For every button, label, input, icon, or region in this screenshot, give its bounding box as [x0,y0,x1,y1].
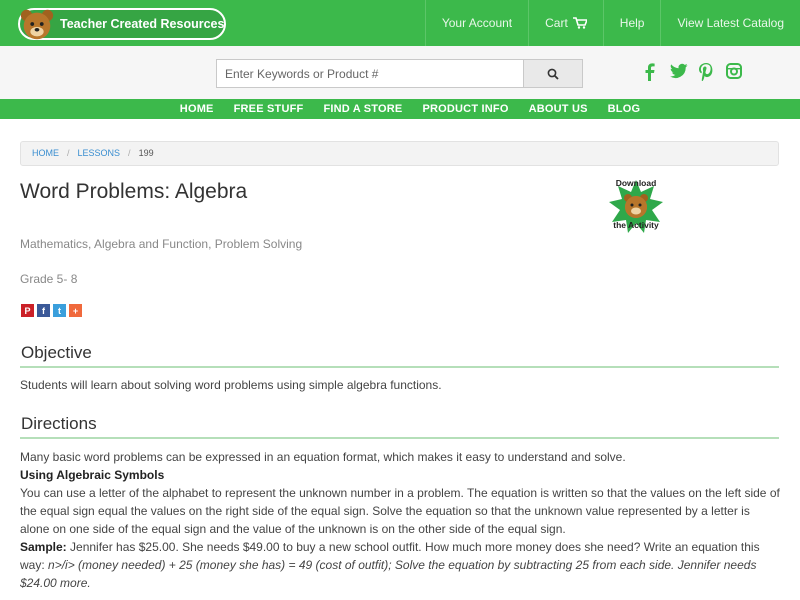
download-label-bottom: the Activity [613,220,659,230]
sample-solution: n>/i> (money needed) + 25 (money she has) = 49 (cost of outfit); Solve the equation by subtracting 25 from each side. Jennifer needs $24.00 more. [20,558,757,590]
download-activity-button[interactable] [604,176,668,236]
subject-tags: Mathematics, Algebra and Function, Problem Solving [20,237,303,251]
sample-text: Jennifer has $25.00. She needs $49.00 to buy a new school outfit. How much more money does she need? Write an equation this way: [20,540,760,572]
directions-heading: Directions [21,414,97,433]
breadcrumb-lessons[interactable]: LESSONS [77,148,121,158]
your-account-label: Your Account [441,16,513,30]
top-bar [0,0,800,46]
your-account-link[interactable] [425,0,528,46]
cart-icon [573,17,587,29]
cart-label: Cart [545,16,568,30]
site-logo[interactable] [18,8,226,40]
brand-name: Teacher Created Resources [60,17,225,31]
sample-paragraph [20,538,782,592]
search-icon [547,68,559,80]
breadcrumb-home[interactable]: HOME [32,148,59,158]
sample-label: Sample: [20,540,67,554]
nav-find-a-store[interactable]: FIND A STORE [323,103,403,115]
algebraic-symbols-subheading: Using Algebraic Symbols [20,468,165,482]
twitter-icon[interactable] [670,63,686,81]
breadcrumb-separator: / [67,148,70,158]
nav-home[interactable]: HOME [179,103,214,115]
more-share-icon[interactable]: + [69,304,82,317]
cart-link[interactable] [528,0,603,46]
objective-heading: Objective [21,343,92,362]
twitter-share-icon[interactable]: t [53,304,66,317]
nav-free-stuff[interactable]: FREE STUFF [233,103,304,115]
catalog-label: View Latest Catalog [677,16,784,30]
pinterest-share-icon[interactable]: P [21,304,34,317]
download-label-top: Download [615,178,657,188]
directions-intro: Many basic word problems can be expressed in an equation format, which makes it easy to understand and solve. [20,450,626,464]
breadcrumb [20,141,779,166]
directions-body: You can use a letter of the alphabet to represent the unknown number in a problem. The equation is written so that the values on the left side of the equal sign equal the values on the right side of the equal sign. Solve the equation so that the unknown value represented by a letter is alone on one side of the equal sign and the value of the unknown is on the other side of the equal sign. [20,486,780,536]
breadcrumb-separator: / [128,148,131,158]
directions-text [20,448,782,592]
nav-blog[interactable]: BLOG [607,103,641,115]
nav-about-us[interactable]: ABOUT US [528,103,588,115]
section-divider [20,437,779,439]
instagram-icon[interactable] [726,63,742,81]
facebook-icon[interactable] [642,63,658,81]
social-links [642,63,742,81]
grade-level: Grade 5- 8 [20,272,78,286]
nav-product-info[interactable]: PRODUCT INFO [422,103,509,115]
bear-logo-icon [18,6,56,44]
help-link[interactable] [603,0,661,46]
section-divider [20,366,779,368]
help-label: Help [619,16,645,30]
search-button[interactable] [523,59,583,88]
objective-text: Students will learn about solving word problems using simple algebra functions. [20,378,442,392]
pinterest-icon[interactable] [698,63,714,81]
main-nav [0,99,800,119]
catalog-link[interactable] [660,0,800,46]
page-title: Word Problems: Algebra [20,180,248,203]
search-input[interactable] [216,59,524,88]
account-nav [425,0,800,46]
share-buttons [21,304,82,317]
facebook-share-icon[interactable]: f [37,304,50,317]
breadcrumb-current: 199 [138,148,154,158]
